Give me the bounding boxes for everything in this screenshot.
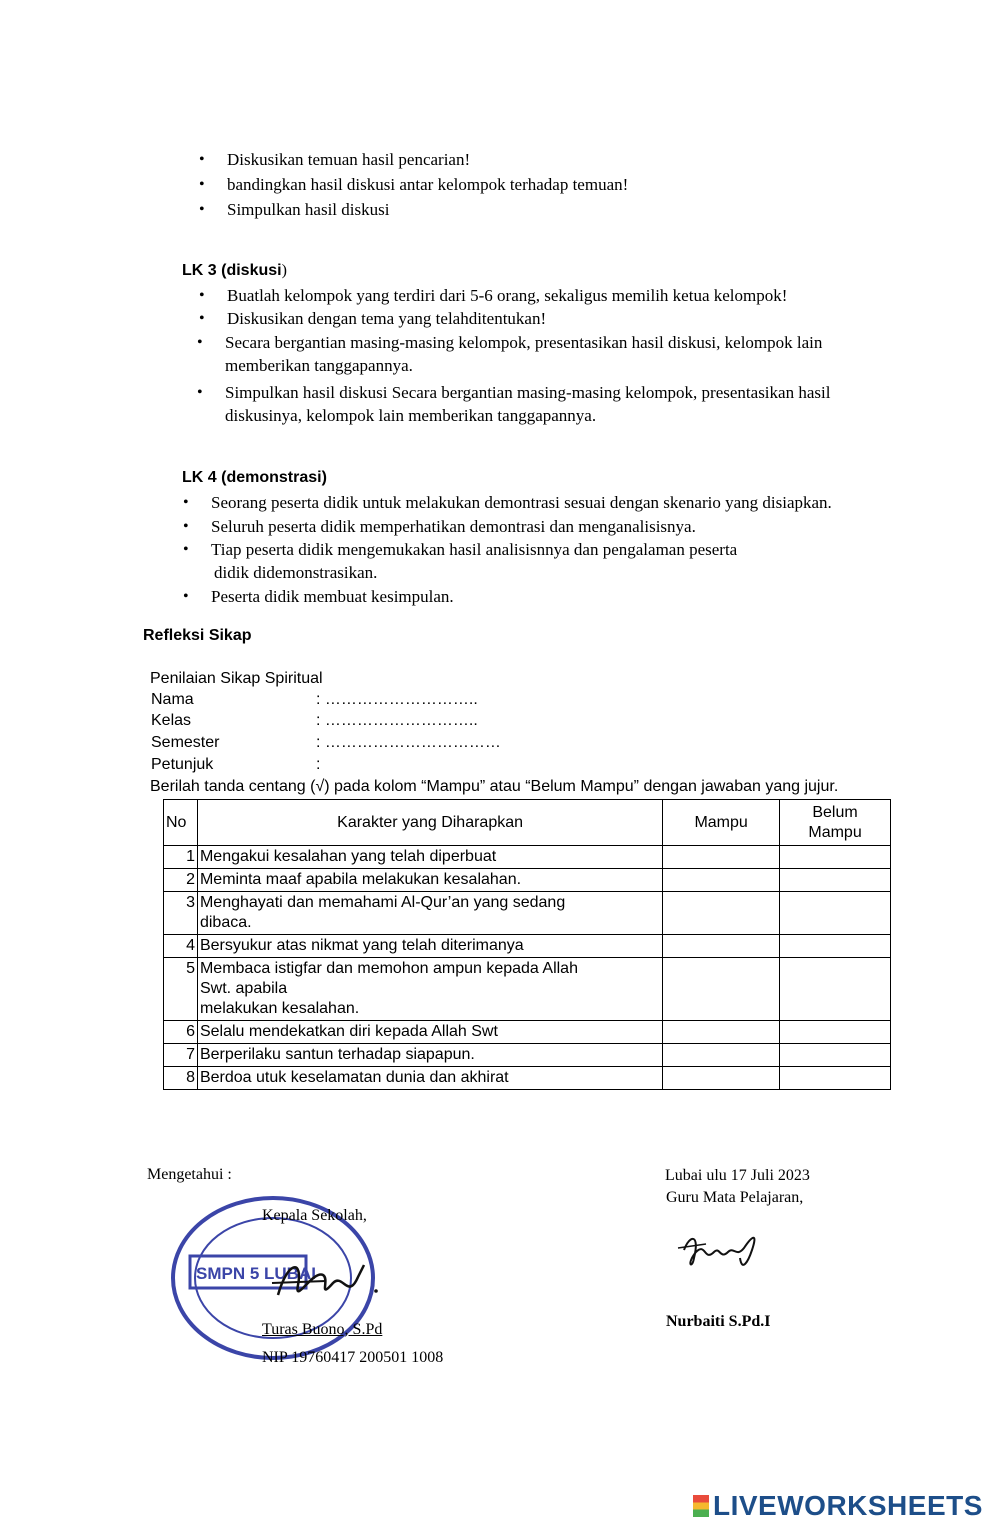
field-label: Semester <box>151 734 220 751</box>
refleksi-title: Refleksi Sikap <box>143 627 252 644</box>
row-karakter: Mengakui kesalahan yang telah diperbuat <box>197 846 662 869</box>
kepala-name: Turas Buono, S.Pd <box>262 1321 383 1338</box>
row-karakter: Berdoa utuk keselamatan dunia dan akhirat <box>197 1067 662 1090</box>
mampu-cell[interactable] <box>663 958 780 1021</box>
mampu-cell[interactable] <box>663 892 780 935</box>
header-no: No <box>164 800 198 846</box>
kepala-nip: NIP 19760417 200501 1008 <box>262 1349 444 1366</box>
table-row <box>164 1044 891 1067</box>
table-row <box>164 846 891 869</box>
field-value: : …………………………… <box>316 734 501 751</box>
row-karakter: Menghayati dan memahami Al-Qur’an yang sedang dibaca. <box>197 892 662 935</box>
lk4-title: LK 4 (demonstrasi) <box>182 469 327 486</box>
belum-mampu-cell[interactable] <box>780 1067 891 1090</box>
mampu-cell[interactable] <box>663 1067 780 1090</box>
list-item: • Diskusikan temuan hasil pencarian! <box>227 148 628 173</box>
header-belum-mampu: Belum Mampu <box>780 800 891 846</box>
list-item: • Seluruh peserta didik memperhatikan demontrasi dan menganalisisnya. <box>211 515 971 538</box>
date-label: Lubai ulu 17 Juli 2023 <box>665 1167 810 1184</box>
row-no: 6 <box>164 1021 198 1044</box>
field-petunjuk <box>151 756 651 778</box>
field-value: : ……………………….. <box>316 691 478 708</box>
liveworksheets-logo[interactable] <box>693 1490 983 1522</box>
belum-mampu-cell[interactable] <box>780 1044 891 1067</box>
row-no: 5 <box>164 958 198 1021</box>
header-karakter: Karakter yang Diharapkan <box>197 800 662 846</box>
table-row <box>164 1067 891 1090</box>
row-no: 7 <box>164 1044 198 1067</box>
belum-mampu-cell[interactable] <box>780 869 891 892</box>
row-karakter: Membaca istigfar dan memohon ampun kepada Allah Swt. apabila melakukan kesalahan. <box>197 958 662 1021</box>
kepala-signature <box>268 1255 388 1315</box>
list-item: • Seorang peserta didik untuk melakukan demontrasi sesuai dengan skenario yang disiapkan. <box>211 491 971 515</box>
field-value: : <box>316 756 321 773</box>
guru-role: Guru Mata Pelajaran, <box>666 1189 804 1206</box>
field-value: : ……………………….. <box>316 712 478 729</box>
instruction-text: Berilah tanda centang (√) pada kolom “Mampu” atau “Belum Mampu” dengan jawaban yang jujur. <box>150 778 839 795</box>
logo-text: LIVEWORKSHEETS <box>713 1490 983 1521</box>
field-semester <box>151 734 651 756</box>
table-row <box>164 935 891 958</box>
belum-mampu-cell[interactable] <box>780 1021 891 1044</box>
row-no: 4 <box>164 935 198 958</box>
row-karakter: Bersyukur atas nikmat yang telah diterimanya <box>197 935 662 958</box>
list-item: • Simpulkan hasil diskusi <box>227 198 628 221</box>
guru-name: Nurbaiti S.Pd.I <box>666 1313 771 1330</box>
list-item: • Tiap peserta didik mengemukakan hasil analisisnnya dan pengalaman peserta didik didemonstrasikan. <box>211 538 971 584</box>
table-row <box>164 869 891 892</box>
kepala-sekolah-label: Kepala Sekolah, <box>262 1207 367 1224</box>
logo-icon <box>693 1495 709 1517</box>
refleksi-subtitle: Penilaian Sikap Spiritual <box>150 670 323 687</box>
field-label: Petunjuk <box>151 756 214 773</box>
mampu-cell[interactable] <box>663 1044 780 1067</box>
list-item: • Buatlah kelompok yang terdiri dari 5-6 orang, sekaligus memilih ketua kelompok! <box>227 284 947 307</box>
row-no: 1 <box>164 846 198 869</box>
belum-mampu-cell[interactable] <box>780 958 891 1021</box>
row-karakter: Selalu mendekatkan diri kepada Allah Swt <box>197 1021 662 1044</box>
row-no: 8 <box>164 1067 198 1090</box>
lk3-title: LK 3 (diskusi) <box>182 262 287 279</box>
row-karakter: Berperilaku santun terhadap siapapun. <box>197 1044 662 1067</box>
list-item: • Simpulkan hasil diskusi Secara bergantian masing-masing kelompok, presentasikan hasil diskusinya, kelompok lain memberikan tanggapannya. <box>225 381 945 427</box>
lk4-list <box>211 491 971 608</box>
field-label: Nama <box>151 691 194 708</box>
lk3-list <box>227 284 947 427</box>
stamp-label: SMPN 5 LUBAI <box>196 1264 316 1283</box>
belum-mampu-cell[interactable] <box>780 846 891 869</box>
list-item: • Diskusikan dengan tema yang telahditentukan! <box>227 307 947 331</box>
belum-mampu-cell[interactable] <box>780 935 891 958</box>
mampu-cell[interactable] <box>663 935 780 958</box>
list-item: • Peserta didik membuat kesimpulan. <box>211 585 971 608</box>
list-item: • Secara bergantian masing-masing kelompok, presentasikan hasil diskusi, kelompok lain memberikan tanggapannya. <box>225 331 945 377</box>
field-kelas <box>151 712 651 734</box>
table-header-row <box>164 800 891 846</box>
field-nama <box>151 691 651 713</box>
row-karakter: Meminta maaf apabila melakukan kesalahan. <box>197 869 662 892</box>
row-no: 2 <box>164 869 198 892</box>
mampu-cell[interactable] <box>663 1021 780 1044</box>
mampu-cell[interactable] <box>663 846 780 869</box>
field-label: Kelas <box>151 712 192 729</box>
guru-signature <box>676 1228 766 1276</box>
list-item: • bandingkan hasil diskusi antar kelompok terhadap temuan! <box>227 173 628 198</box>
header-mampu: Mampu <box>663 800 780 846</box>
belum-mampu-cell[interactable] <box>780 892 891 935</box>
table-row <box>164 892 891 935</box>
mengetahui-label: Mengetahui : <box>147 1166 232 1183</box>
lk2-list <box>227 148 628 221</box>
table-row <box>164 1021 891 1044</box>
mampu-cell[interactable] <box>663 869 780 892</box>
karakter-table <box>163 799 891 1090</box>
row-no: 3 <box>164 892 198 935</box>
table-row <box>164 958 891 1021</box>
